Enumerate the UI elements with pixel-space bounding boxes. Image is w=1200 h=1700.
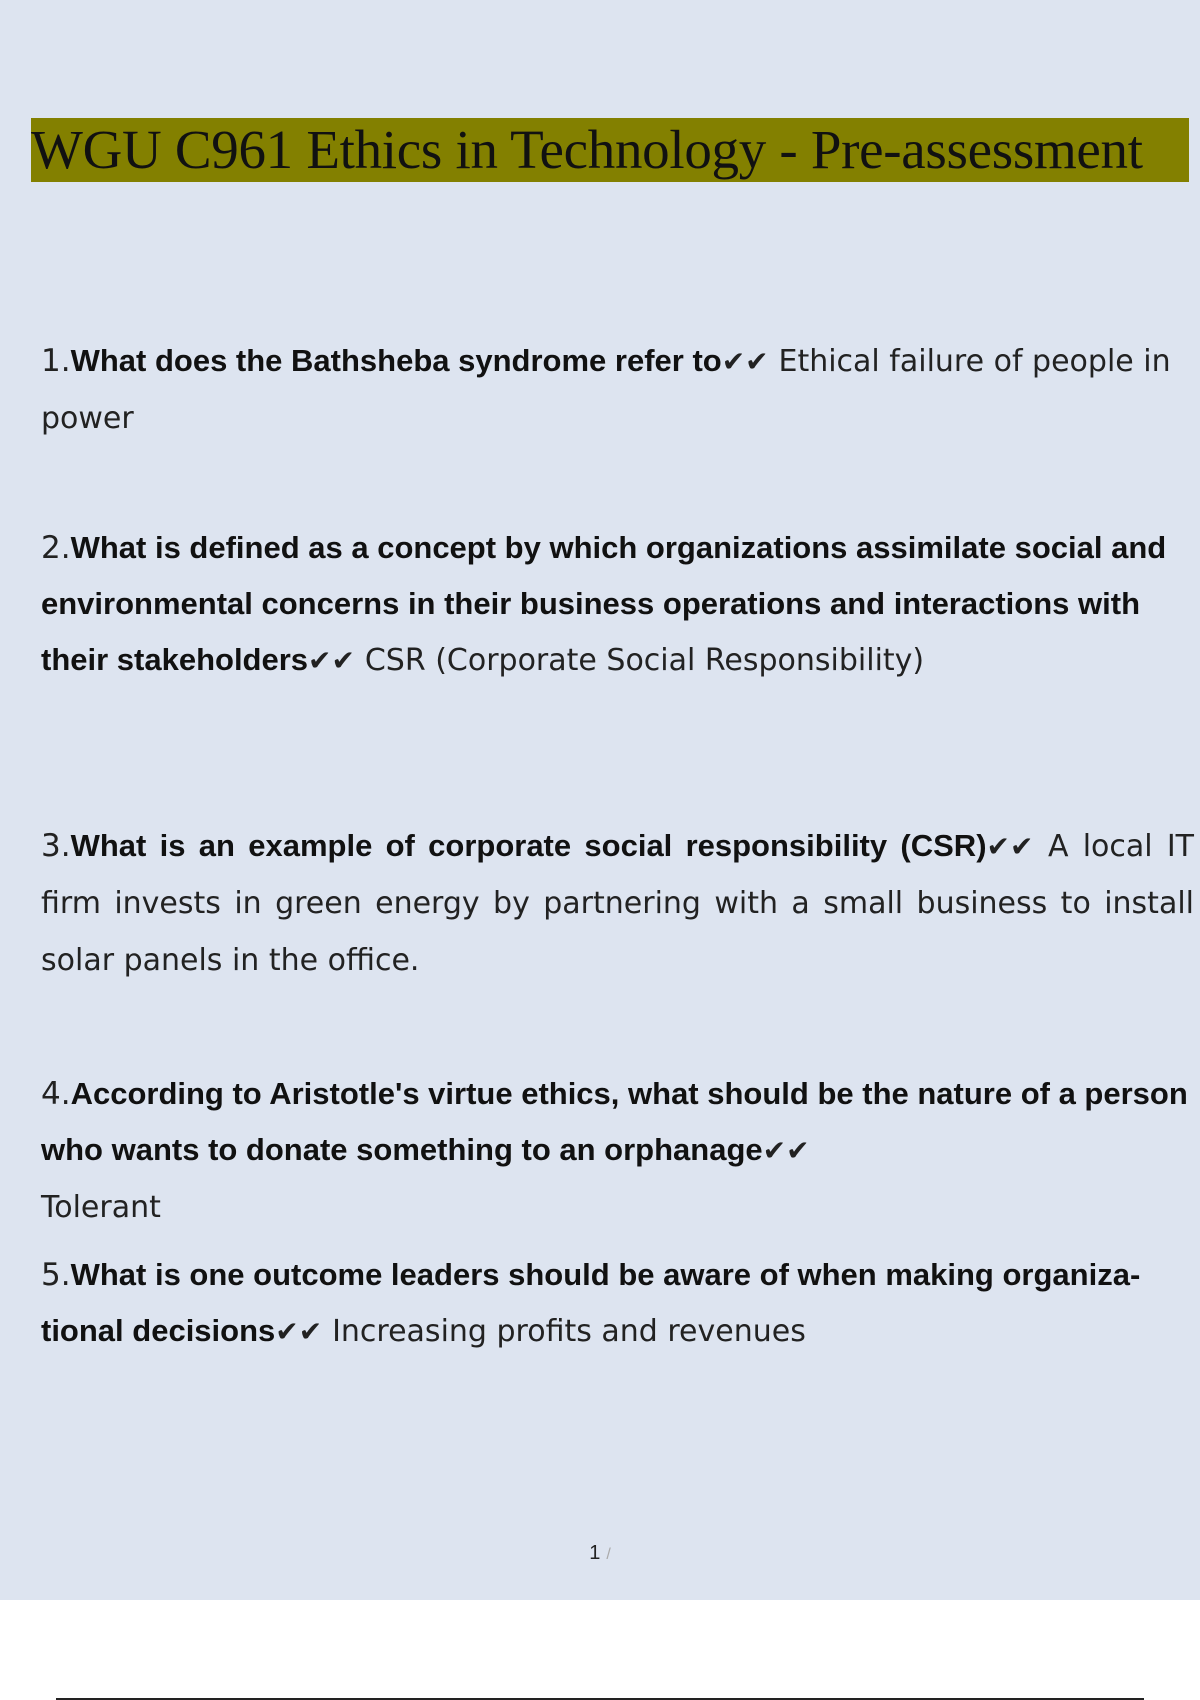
page-number-value: 1	[589, 1542, 601, 1564]
check-marks: ✔✔	[986, 830, 1034, 863]
document-title: WGU C961 Ethics in Technology - Pre-assessment	[31, 118, 1189, 182]
question-number: 1.	[41, 343, 71, 379]
page-number	[0, 1542, 1200, 1565]
answer-text: Ethical failure of people in power	[41, 344, 1171, 436]
answer-text: Tolerant	[41, 1190, 161, 1225]
qa-item-2	[41, 520, 1194, 689]
question-number: 4.	[41, 1076, 71, 1112]
question-text: What is an example of corporate social responsibility (CSR)	[70, 828, 987, 863]
answer-text: A local IT firm invests in green energy by partnering with a small business to install solar panels in the office.	[41, 829, 1194, 978]
check-marks: ✔✔	[275, 1315, 323, 1348]
page-number-separator: /	[606, 1546, 611, 1563]
qa-item-3	[41, 818, 1194, 989]
qa-item-5	[41, 1247, 1194, 1360]
check-marks: ✔✔	[721, 345, 769, 378]
answer-text: CSR (Corporate Social Responsibility)	[364, 643, 925, 678]
check-marks: ✔✔	[762, 1134, 810, 1167]
qa-item-4	[41, 1066, 1194, 1236]
question-text: What does the Bathsheba syndrome refer to	[70, 343, 722, 378]
question-number: 2.	[41, 530, 71, 566]
question-text: According to Aristotle's virtue ethics, what should be the nature of a person who wants to donate something to an orphanage	[41, 1076, 1188, 1167]
question-text: What is one outcome leaders should be aware of when making organiza- tional decisions	[41, 1257, 1141, 1348]
answer-text: Increasing profits and revenues	[332, 1314, 806, 1349]
question-number: 5.	[41, 1257, 71, 1293]
check-marks: ✔✔	[308, 644, 355, 677]
qa-item-1	[41, 333, 1194, 447]
question-number: 3.	[41, 828, 71, 864]
question-text: What is defined as a concept by which organizations assimilate social and environmental concerns in their business operations and interactions with their stakeholders	[41, 530, 1167, 677]
